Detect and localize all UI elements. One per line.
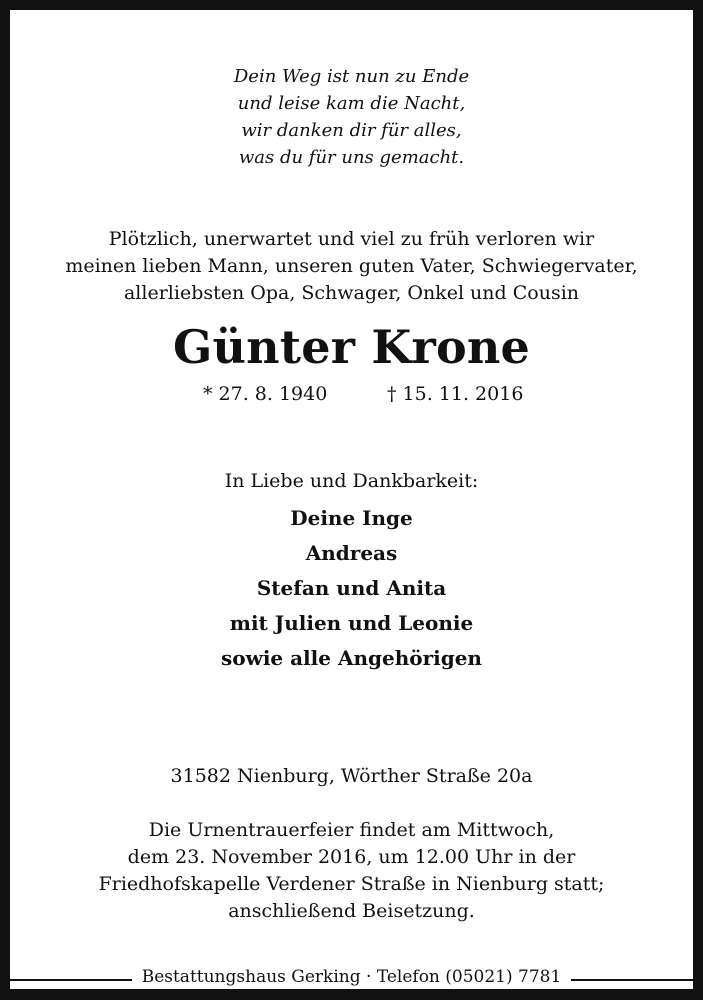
mourner-name: Deine Inge [290, 506, 413, 530]
mourner-name: sowie alle Angehörigen [221, 646, 482, 670]
verse-line: wir danken dir für alles, [241, 120, 462, 141]
verse-line: was du für uns gemacht. [238, 147, 465, 168]
funeral-home-footer [10, 965, 693, 989]
announcement-line: Plötzlich, unerwartet und viel zu früh verloren wir [108, 228, 595, 250]
birth-date: * 27. 8. 1940 [203, 383, 328, 405]
family-address: 31582 Nienburg, Wörther Straße 20a [170, 765, 533, 787]
mourners-heading: In Liebe und Dankbarkeit: [224, 470, 479, 492]
deceased-name: Günter Krone [173, 320, 530, 374]
service-line: dem 23. November 2016, um 12.00 Uhr in der [127, 846, 576, 868]
service-line: Die Urnentrauerfeier findet am Mittwoch, [148, 819, 555, 841]
service-line: anschließend Beisetzung. [228, 900, 475, 922]
memorial-verse [10, 63, 693, 171]
death-date: † 15. 11. 2016 [387, 383, 524, 405]
announcement-text [10, 226, 693, 307]
service-line: Friedhofskapelle Verdener Straße in Nienburg statt; [98, 873, 605, 895]
announcement-line: allerliebsten Opa, Schwager, Onkel und Cousin [123, 282, 580, 304]
mourner-name: Andreas [305, 541, 398, 565]
funeral-home-contact: Bestattungshaus Gerking · Telefon (05021) 7781 [141, 967, 562, 987]
mourner-name: Stefan und Anita [256, 576, 447, 600]
mourners-list [10, 501, 693, 676]
verse-line: und leise kam die Nacht, [237, 93, 466, 114]
footer-rule-left [10, 979, 132, 981]
footer-rule-right [571, 979, 693, 981]
notice-body [10, 10, 693, 989]
funeral-service-info [10, 817, 693, 925]
announcement-line: meinen lieben Mann, unseren guten Vater, Schwiegervater, [65, 255, 638, 277]
verse-line: Dein Weg ist nun zu Ende [233, 66, 470, 87]
mourner-name: mit Julien und Leonie [229, 611, 474, 635]
